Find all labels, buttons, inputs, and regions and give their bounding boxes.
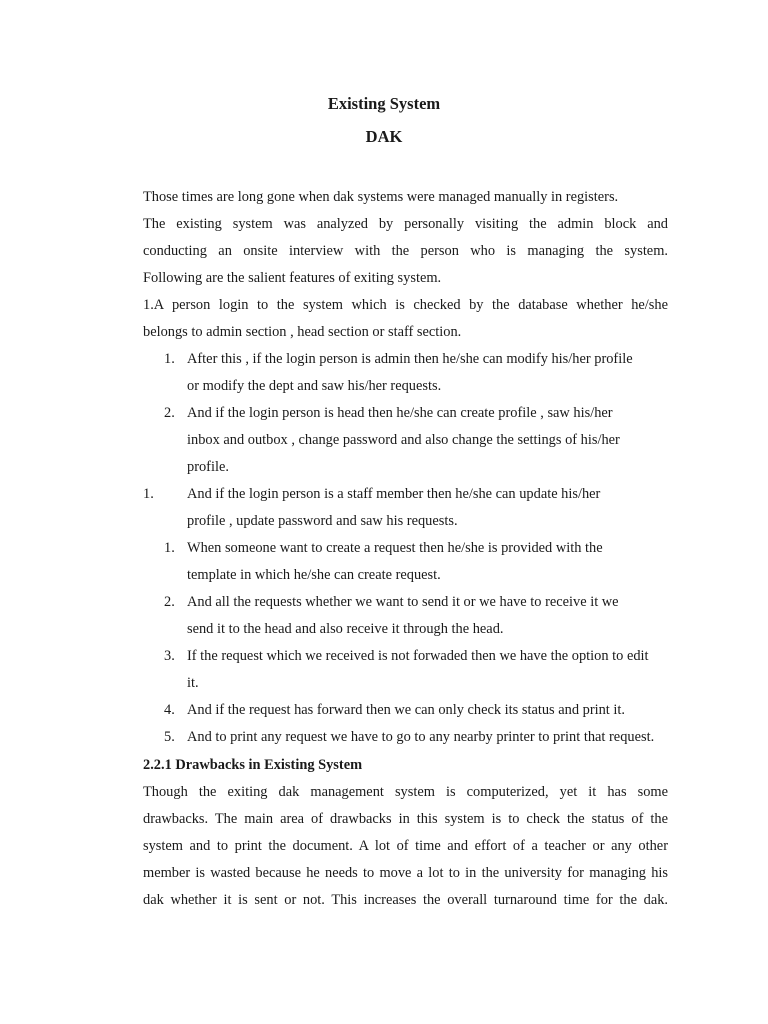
- list-item-line: template in which he/she can create request.: [187, 567, 441, 583]
- list-item-line: And if the login person is a staff member then he/she can update his/her: [187, 486, 601, 502]
- list-item-line: When someone want to create a request then he/she is provided with the: [187, 540, 603, 556]
- list-number: 3.: [164, 648, 175, 664]
- list-item-line: profile.: [187, 459, 229, 475]
- intro-line: The existing system was analyzed by personally visiting the admin block and: [143, 216, 668, 232]
- intro-line: Following are the salient features of exiting system.: [143, 270, 442, 286]
- section-line: dak whether it is sent or not. This increases the overall turnaround time for the dak.: [143, 892, 668, 908]
- page-subtitle: DAK: [365, 127, 403, 146]
- intro-line: conducting an onsite interview with the person who is managing the system.: [143, 243, 668, 259]
- list-item-line: And to print any request we have to go to any nearby printer to print that request.: [187, 729, 655, 745]
- list-item-line: or modify the dept and saw his/her requests.: [187, 378, 442, 394]
- list-item-line: profile , update password and saw his requests.: [187, 513, 458, 529]
- intro-line: belongs to admin section , head section or staff section.: [143, 324, 462, 340]
- list-item-line: And all the requests whether we want to send it or we have to receive it we: [187, 594, 619, 610]
- list-number: 1.: [164, 351, 175, 367]
- list-item-line: If the request which we received is not forwaded then we have the option to edit: [187, 648, 649, 664]
- list-number: 1.: [164, 540, 175, 556]
- intro-line: Those times are long gone when dak systems were managed manually in registers.: [143, 189, 619, 205]
- list-item-line: it.: [187, 675, 199, 691]
- list-number: 4.: [164, 702, 175, 718]
- list-item-line: And if the login person is head then he/she can create profile , saw his/her: [187, 405, 613, 421]
- page-title: Existing System: [327, 94, 441, 113]
- section-line: drawbacks. The main area of drawbacks in this system is to check the status of the: [143, 811, 668, 827]
- section-line: system and to print the document. A lot of time and effort of a teacher or any other: [143, 838, 668, 854]
- list-number: 1.: [143, 486, 154, 502]
- section-heading: 2.2.1 Drawbacks in Existing System: [143, 757, 363, 773]
- intro-line: 1.A person login to the system which is checked by the database whether he/she: [143, 297, 668, 313]
- list-item-line: After this , if the login person is admin then he/she can modify his/her profile: [187, 351, 633, 367]
- section-line: member is wasted because he needs to move a lot to in the university for managing his: [143, 865, 668, 881]
- list-number: 2.: [164, 405, 175, 421]
- section-line: Though the exiting dak management system is computerized, yet it has some: [143, 784, 668, 800]
- list-number: 2.: [164, 594, 175, 610]
- list-item-line: inbox and outbox , change password and also change the settings of his/her: [187, 432, 620, 448]
- list-item-line: And if the request has forward then we can only check its status and print it.: [187, 702, 625, 718]
- list-number: 5.: [164, 729, 175, 745]
- list-item-line: send it to the head and also receive it through the head.: [187, 621, 504, 637]
